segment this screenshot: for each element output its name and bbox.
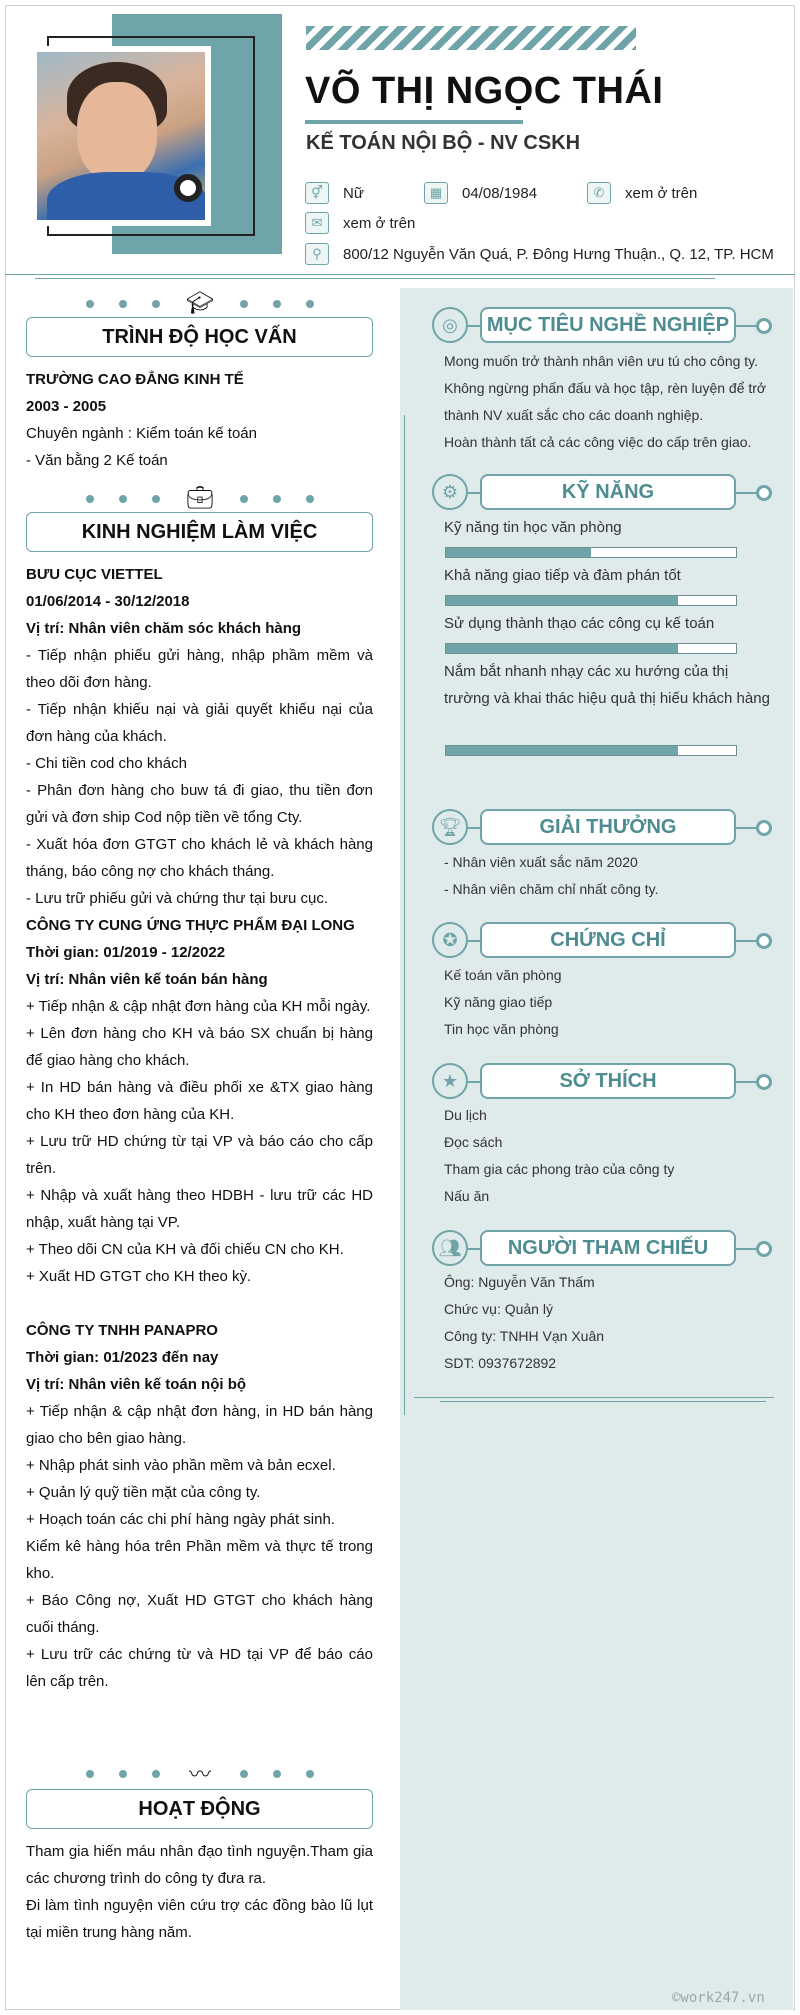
award-line: - Nhân viên chăm chỉ nhất công ty. [444,881,659,897]
gear-icon: ⚙ [432,474,468,510]
reference-line: Chức vụ: Quản lý [444,1301,553,1317]
phone-value: xem ở trên [625,184,698,202]
job-line: + Nhập phát sinh vào phần mềm và bản ecxel. [26,1457,336,1474]
job-company: BƯU CỤC VIETTEL [26,566,163,583]
gender-row [305,182,364,204]
address-row [305,243,774,265]
school-name: TRƯỜNG CAO ĐẲNG KINH TẾ [26,371,244,388]
awards-content [444,849,774,903]
skill-label: Nắm bắt nhanh nhạy các xu hướng của thị trường và khai thác hiệu quả thị hiếu khách hàng [444,663,770,707]
header-stripes [306,26,636,50]
phone-row [587,182,697,204]
job-line: + Hoạch toán các chi phí hàng ngày phát sinh. [26,1511,335,1528]
header-divider [5,274,795,275]
hobbies-section-header [432,1063,774,1101]
skill-bar [445,745,737,756]
references-content [444,1269,774,1377]
job-line: - Xuất hóa đơn GTGT cho khách lẻ và khách hàng tháng, báo công nợ cho khách tháng. [26,836,373,880]
experience-content [26,561,373,1695]
objective-content [444,348,774,456]
job-position: Vị trí: Nhân viên chăm sóc khách hàng [26,620,302,637]
skills-heading: KỸ NĂNG [480,474,736,510]
job-line: + Lưu trữ HD chứng từ tại VP và báo cáo cho cấp trên. [26,1133,373,1177]
activity-line: Đi làm tình nguyện viên cứu trợ các đồng bào lũ lụt tại miền trung hàng năm. [26,1897,373,1941]
pulse-icon: 〰 [188,1761,211,1787]
reference-line: Công ty: TNHH Vạn Xuân [444,1328,605,1344]
activities-divider [26,1760,373,1786]
school-years: 2003 - 2005 [26,398,107,415]
gender-icon: ⚥ [305,182,329,204]
trophy-icon: 🏆︎ [432,809,468,845]
location-icon: ⚲ [305,243,329,265]
right-panel-line [404,415,405,1415]
header-divider-inner [35,278,715,279]
hobbies-heading: SỞ THÍCH [480,1063,736,1099]
job-line: + Lên đơn hàng cho KH và báo SX chuẩn bị hàng để giao hàng cho khách. [26,1025,373,1069]
hobbies-content [444,1102,774,1210]
email-icon: ✉ [305,212,329,234]
certificates-section-header [432,922,774,960]
skill-bar [445,595,737,606]
certificate-line: Kỹ năng giao tiếp [444,994,553,1010]
job-period: Thời gian: 01/2019 - 12/2022 [26,944,226,961]
job-line: + Tiếp nhận & cập nhật đơn hàng của KH mỗi ngày. [26,998,371,1015]
watermark: ©work247.vn [672,1990,765,2006]
job-line: + Theo dõi CN của KH và đối chiếu CN cho KH. [26,1241,344,1258]
activities-content [26,1838,373,1946]
job-company: CÔNG TY TNHH PANAPRO [26,1322,218,1339]
school-degree: - Văn bằng 2 Kế toán [26,452,168,469]
job-company: CÔNG TY CUNG ỨNG THỰC PHẨM ĐẠI LONG [26,917,355,934]
candidate-name: VÕ THỊ NGỌC THÁI [305,70,664,112]
email-value: xem ở trên [343,214,416,232]
references-heading: NGƯỜI THAM CHIẾU [480,1230,736,1266]
job-position: Vị trí: Nhân viên kế toán nội bộ [26,1376,247,1393]
job-line: - Tiếp nhận phiếu gửi hàng, nhập phầm mềm và theo dõi đơn hàng. [26,647,373,691]
award-line: - Nhân viên xuất sắc năm 2020 [444,854,638,870]
job-position: Vị trí: Nhân viên kế toán bán hàng [26,971,268,988]
certificates-heading: CHỨNG CHỈ [480,922,736,958]
experience-divider [26,485,373,511]
objective-line: Mong muốn trở thành nhân viên ưu tú cho công ty. [444,353,759,369]
right-bottom-divider-inner [440,1401,766,1402]
job-line: - Lưu trữ phiếu gửi và chứng thư tại bưu cục. [26,890,329,907]
name-underline [305,120,523,124]
star-icon: ★ [432,1063,468,1099]
hobby-line: Du lịch [444,1107,487,1123]
email-row [305,212,415,234]
graduation-cap-icon: 🎓︎ [186,290,214,315]
phone-icon: ✆ [587,182,611,204]
skill-bar [445,643,737,654]
birthday-row [424,182,537,204]
job-line: + Xuất HD GTGT cho KH theo kỳ. [26,1268,252,1285]
education-divider [26,290,373,316]
education-content [26,366,373,474]
job-line: Kiểm kê hàng hóa trên Phần mềm và thực tế trong kho. [26,1538,373,1582]
job-line: - Tiếp nhận khiếu nại và giải quyết khiếu nại của đơn hàng của khách. [26,701,373,745]
skill-label: Khả năng giao tiếp và đàm phán tốt [444,567,681,584]
target-icon: ◎ [432,307,468,343]
people-icon: 👥︎ [432,1230,468,1266]
job-line: + Tiếp nhận & cập nhật đơn hàng, in HD bán hàng giao cho bên giao hàng. [26,1403,373,1447]
photo-decor-dot [174,174,202,202]
birthday-value: 04/08/1984 [462,184,538,202]
awards-section-header [432,809,774,847]
hobby-line: Đọc sách [444,1134,503,1150]
right-bottom-divider [414,1397,774,1398]
skill-label: Sử dụng thành thạo các công cụ kế toán [444,615,715,632]
activities-heading: HOẠT ĐỘNG [26,1789,373,1829]
job-title: KẾ TOÁN NỘI BỘ - NV CSKH [306,132,581,154]
briefcase-icon: 💼︎ [186,485,214,510]
activity-line: Tham gia hiến máu nhân đạo tình nguyện.Tham gia các chương trình do công ty đưa ra. [26,1843,373,1887]
awards-heading: GIẢI THƯỞNG [480,809,736,845]
reference-line: Ông: Nguyễn Văn Thấm [444,1274,595,1290]
objective-section-header [432,307,774,345]
job-line: + Quản lý quỹ tiền mặt của công ty. [26,1484,261,1501]
address-value: 800/12 Nguyễn Văn Quá, P. Đông Hưng Thuận., Q. 12, TP. HCM [343,245,774,263]
job-line: + Nhập và xuất hàng theo HDBH - lưu trữ các HD nhập, xuất hàng tại VP. [26,1187,373,1231]
hobby-line: Tham gia các phong trào của công ty [444,1161,675,1177]
job-period: Thời gian: 01/2023 đến nay [26,1349,219,1366]
reference-line: SDT: 0937672892 [444,1355,557,1371]
job-line: + In HD bán hàng và điều phối xe &TX giao hàng cho KH theo đơn hàng của KH. [26,1079,373,1123]
calendar-icon: ▦ [424,182,448,204]
references-section-header [432,1230,774,1268]
certificate-icon: ✪ [432,922,468,958]
job-line: + Báo Công nợ, Xuất HD GTGT cho khách hàng cuối tháng. [26,1592,373,1636]
job-line: - Phân đơn hàng cho buw tá đi giao, thu tiền đơn gửi và đơn ship Cod nộp tiền về tổng Cty. [26,782,373,826]
job-line: + Lưu trữ các chứng từ và HD tại VP để báo cáo lên cấp trên. [26,1646,373,1690]
objective-heading: MỤC TIÊU NGHỀ NGHIỆP [480,307,736,343]
skill-label: Kỹ năng tin học văn phòng [444,519,622,536]
school-major: Chuyên ngành : Kiểm toán kế toán [26,425,257,442]
certificate-line: Kế toán văn phòng [444,967,562,983]
job-line: - Chi tiền cod cho khách [26,755,187,772]
certificates-content [444,962,774,1043]
education-heading: TRÌNH ĐỘ HỌC VẤN [26,317,373,357]
skill-bar [445,547,737,558]
skills-section-header [432,474,774,512]
gender-value: Nữ [343,184,364,202]
job-period: 01/06/2014 - 30/12/2018 [26,593,190,610]
objective-line: Không ngừng phấn đấu và học tập, rèn luyện để trở thành NV xuất sắc cho các doanh nghiệp. [444,380,767,423]
objective-line: Hoàn thành tất cả các công việc do cấp trên giao. [444,434,752,450]
hobby-line: Nấu ăn [444,1188,490,1204]
experience-heading: KINH NGHIỆM LÀM VIỆC [26,512,373,552]
certificate-line: Tin học văn phòng [444,1021,559,1037]
